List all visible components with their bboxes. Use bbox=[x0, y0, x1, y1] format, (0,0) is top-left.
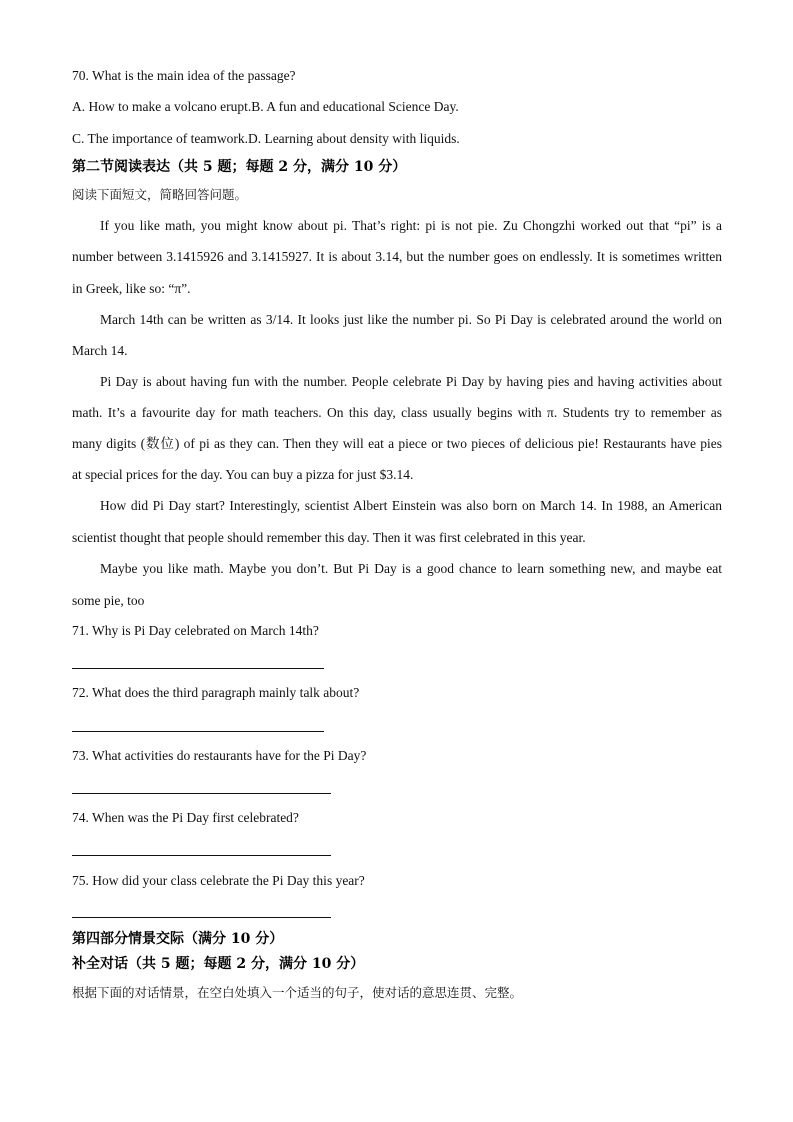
answer-blank-73[interactable] bbox=[72, 793, 331, 794]
part4-heading: 第四部分情景交际（满分 10 分） bbox=[72, 931, 284, 947]
section2-instruction: 阅读下面短文，简略回答问题。 bbox=[72, 187, 248, 202]
q70-options-ab: A. How to make a volcano erupt.B. A fun and educational Science Day. bbox=[72, 99, 459, 114]
answer-blank-71[interactable] bbox=[72, 668, 324, 669]
part4-instruction: 根据下面的对话情景，在空白处填入一个适当的句子，使对话的意思连贯、完整。 bbox=[72, 985, 523, 1000]
q70-options-cd: C. The importance of teamwork.D. Learning about density with liquids. bbox=[72, 131, 460, 146]
passage-p4-line2: scientist thought that people should remember this day. Then it was first celebrated in this year. bbox=[72, 530, 586, 545]
answer-blank-75[interactable] bbox=[72, 917, 331, 918]
question-72: 72. What does the third paragraph mainly talk about? bbox=[72, 685, 360, 700]
question-73: 73. What activities do restaurants have for the Pi Day? bbox=[72, 748, 367, 763]
passage-p3-line2: math. It’s a favourite day for math teachers. On this day, class usually begins with π. Students try to remember as bbox=[72, 405, 722, 420]
passage-p4-line1: How did Pi Day start? Interestingly, scientist Albert Einstein was also born on March 14. In 1988, an American bbox=[100, 498, 722, 513]
passage-p1-line3: in Greek, like so: “π”. bbox=[72, 281, 191, 296]
section2-heading: 第二节阅读表达（共 5 题；每题 2 分，满分 10 分） bbox=[72, 159, 407, 175]
q70-question: 70. What is the main idea of the passage? bbox=[72, 68, 296, 83]
question-71: 71. Why is Pi Day celebrated on March 14th? bbox=[72, 623, 319, 638]
question-75: 75. How did your class celebrate the Pi Day this year? bbox=[72, 873, 365, 888]
passage-p3-line1: Pi Day is about having fun with the number. People celebrate Pi Day by having pies and having activities about bbox=[100, 374, 722, 389]
passage-p2-line2: March 14. bbox=[72, 343, 128, 358]
passage-p1-line1: If you like math, you might know about pi. That’s right: pi is not pie. Zu Chongzhi worked out that “pi” is a bbox=[100, 218, 722, 233]
passage-p5-line2: some pie, too bbox=[72, 593, 145, 608]
passage-p3-line4: at special prices for the day. You can buy a pizza for just $3.14. bbox=[72, 467, 414, 482]
passage-p5-line1: Maybe you like math. Maybe you don’t. But Pi Day is a good chance to learn something new, and maybe eat bbox=[100, 561, 722, 576]
answer-blank-72[interactable] bbox=[72, 731, 324, 732]
passage-p3-line3: many digits (数位) of pi as they can. Then they will eat a piece or two pieces of delicious pie! Restaurants have pies bbox=[72, 436, 722, 451]
part4-subheading: 补全对话（共 5 题；每题 2 分，满分 10 分） bbox=[72, 956, 365, 972]
passage-p2-line1: March 14th can be written as 3/14. It looks just like the number pi. So Pi Day is celebrated around the world on bbox=[100, 312, 722, 327]
answer-blank-74[interactable] bbox=[72, 855, 331, 856]
passage-p1-line2: number between 3.1415926 and 3.1415927. It is about 3.14, but the number goes on endlessly. It is sometimes written bbox=[72, 249, 722, 264]
question-74: 74. When was the Pi Day first celebrated? bbox=[72, 810, 299, 825]
